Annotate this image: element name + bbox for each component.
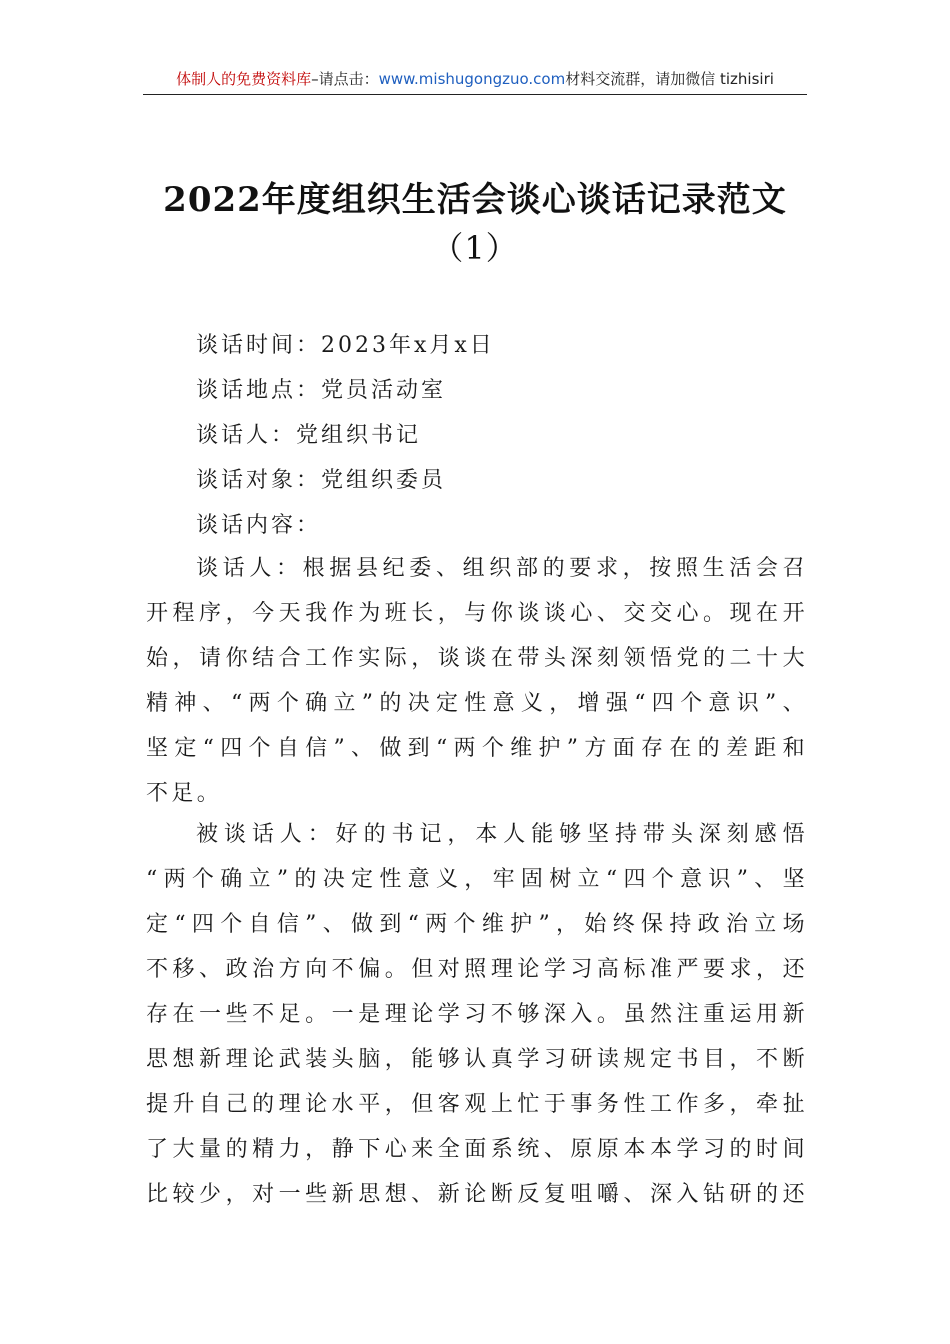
paragraph-line: 开程序，今天我作为班长，与你谈谈心、交交心。现在开 [146,601,808,626]
header-brand: 体制人的免费资料库 [176,70,312,88]
paragraph-line: 坚定“四个自信”、做到“两个维护”方面存在的差距和 [146,736,808,761]
paragraph-line: 精神、“两个确立”的决定性意义，增强“四个意识”、 [146,691,808,716]
paragraph-line: 始，请你结合工作实际，谈谈在带头深刻领悟党的二十大 [146,646,808,671]
paragraph-line: 谈话人：根据县纪委、组织部的要求，按照生活会召 [196,556,808,581]
paragraph-line: 定“四个自信”、做到“两个维护”，始终保持政治立场 [146,912,808,937]
meta-speaker: 谈话人：党组织书记 [196,423,422,448]
header-prompt: –请点击： [311,70,379,88]
paragraph-line: 比较少，对一些新思想、新论断反复咀嚼、深入钻研的还 [146,1182,808,1207]
meta-content-label: 谈话内容： [196,513,322,538]
paragraph-line: 了大量的精力，静下心来全面系统、原原本本学习的时间 [146,1137,808,1162]
paragraph-speaker [146,546,808,816]
paragraph-line: “两个确立”的决定性意义，牢固树立“四个意识”、坚 [146,867,808,892]
header-tail: 材料交流群，请加微信 tizhisiri [565,70,774,88]
paragraph-line: 不移、政治方向不偏。但对照理论学习高标准严要求，还 [146,957,808,982]
paragraph-line: 存在一些不足。一是理论学习不够深入。虽然注重运用新 [146,1002,808,1027]
document-title: 2022年度组织生活会谈心谈话记录范文 [163,180,787,220]
page-header [143,68,807,95]
paragraph-line: 思想新理论武装头脑，能够认真学习研读规定书目，不断 [146,1047,808,1072]
paragraph-line: 提升自己的理论水平，但客观上忙于事务性工作多，牵扯 [146,1092,808,1117]
meta-target: 谈话对象：党组织委员 [196,468,447,493]
meta-place: 谈话地点：党员活动室 [196,378,447,403]
paragraph-line: 不足。 [146,781,223,806]
meta-time: 谈话时间：2023年x月x日 [196,333,495,358]
document-title-number: （1） [431,229,519,267]
header-url-link[interactable]: www.mishugongzuo.com [378,70,566,88]
paragraph-respondent [146,812,808,1217]
paragraph-line: 被谈话人：好的书记，本人能够坚持带头深刻感悟 [196,822,808,847]
